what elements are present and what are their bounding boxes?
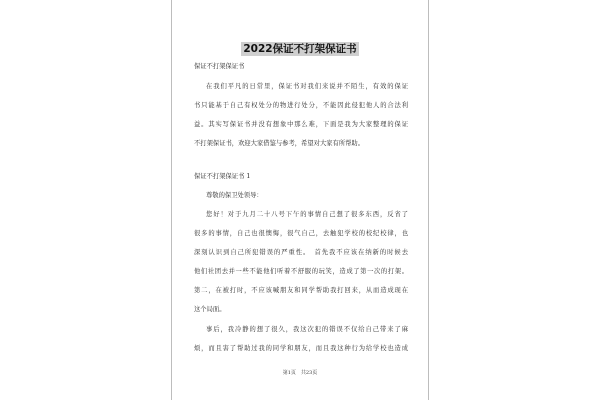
intro-line: 益。其实写保证书并没有想象中那么难，下面是我为大家整理的保证 <box>194 121 408 128</box>
title-wrap <box>172 37 428 56</box>
paragraph-line: 他们社团去并一些不能他们听着不舒服的玩笑，造成了第一次的打架。 <box>194 268 408 275</box>
paragraph-line: 事后，我冷静的想了很久，我这次犯的错误不仅给自己带来了麻 <box>206 326 408 333</box>
paragraph-line: 烦，而且害了帮助过我的同学和朋友，而且我这种行为给学校也造成 <box>194 345 408 352</box>
document-page <box>171 0 429 400</box>
intro-line: 不打架保证书，欢迎大家借鉴与参考，希望对大家有所帮助。 <box>194 140 365 147</box>
subheading-1: 保证不打架保证书 <box>194 63 245 70</box>
intro-line: 在我们平凡的日常里，保证书对我们来说并不陌生，有效的保证 <box>206 83 408 90</box>
salutation: 尊敬的保卫处领导： <box>206 192 263 199</box>
subheading-2: 保证不打架保证书 1 <box>194 173 251 180</box>
paragraph-line: 您好！对于九月二十八号下午的事情自己想了很多东西，反省了 <box>206 211 408 218</box>
page-footer: 第1页 共23页 <box>282 370 318 376</box>
paragraph-line: 第二，在被打时，不应该喊朋友和同学帮助我打回来，从而造成现在 <box>194 287 408 294</box>
paragraph-line: 这个局面。 <box>194 306 226 313</box>
paragraph-line: 很多的事情，自己也很懊悔，很气自己，去触犯学校的校纪校律，也 <box>194 230 408 237</box>
document-title: 2022保证不打架保证书 <box>243 43 357 55</box>
paragraph-line: 深刻认识到自己所犯错误的严重性。 首先我不应该在纳新的时候去 <box>194 249 408 256</box>
intro-line: 书只能基于自己有权处分的物进行处分，不能因此侵犯他人的合法利 <box>194 102 408 109</box>
